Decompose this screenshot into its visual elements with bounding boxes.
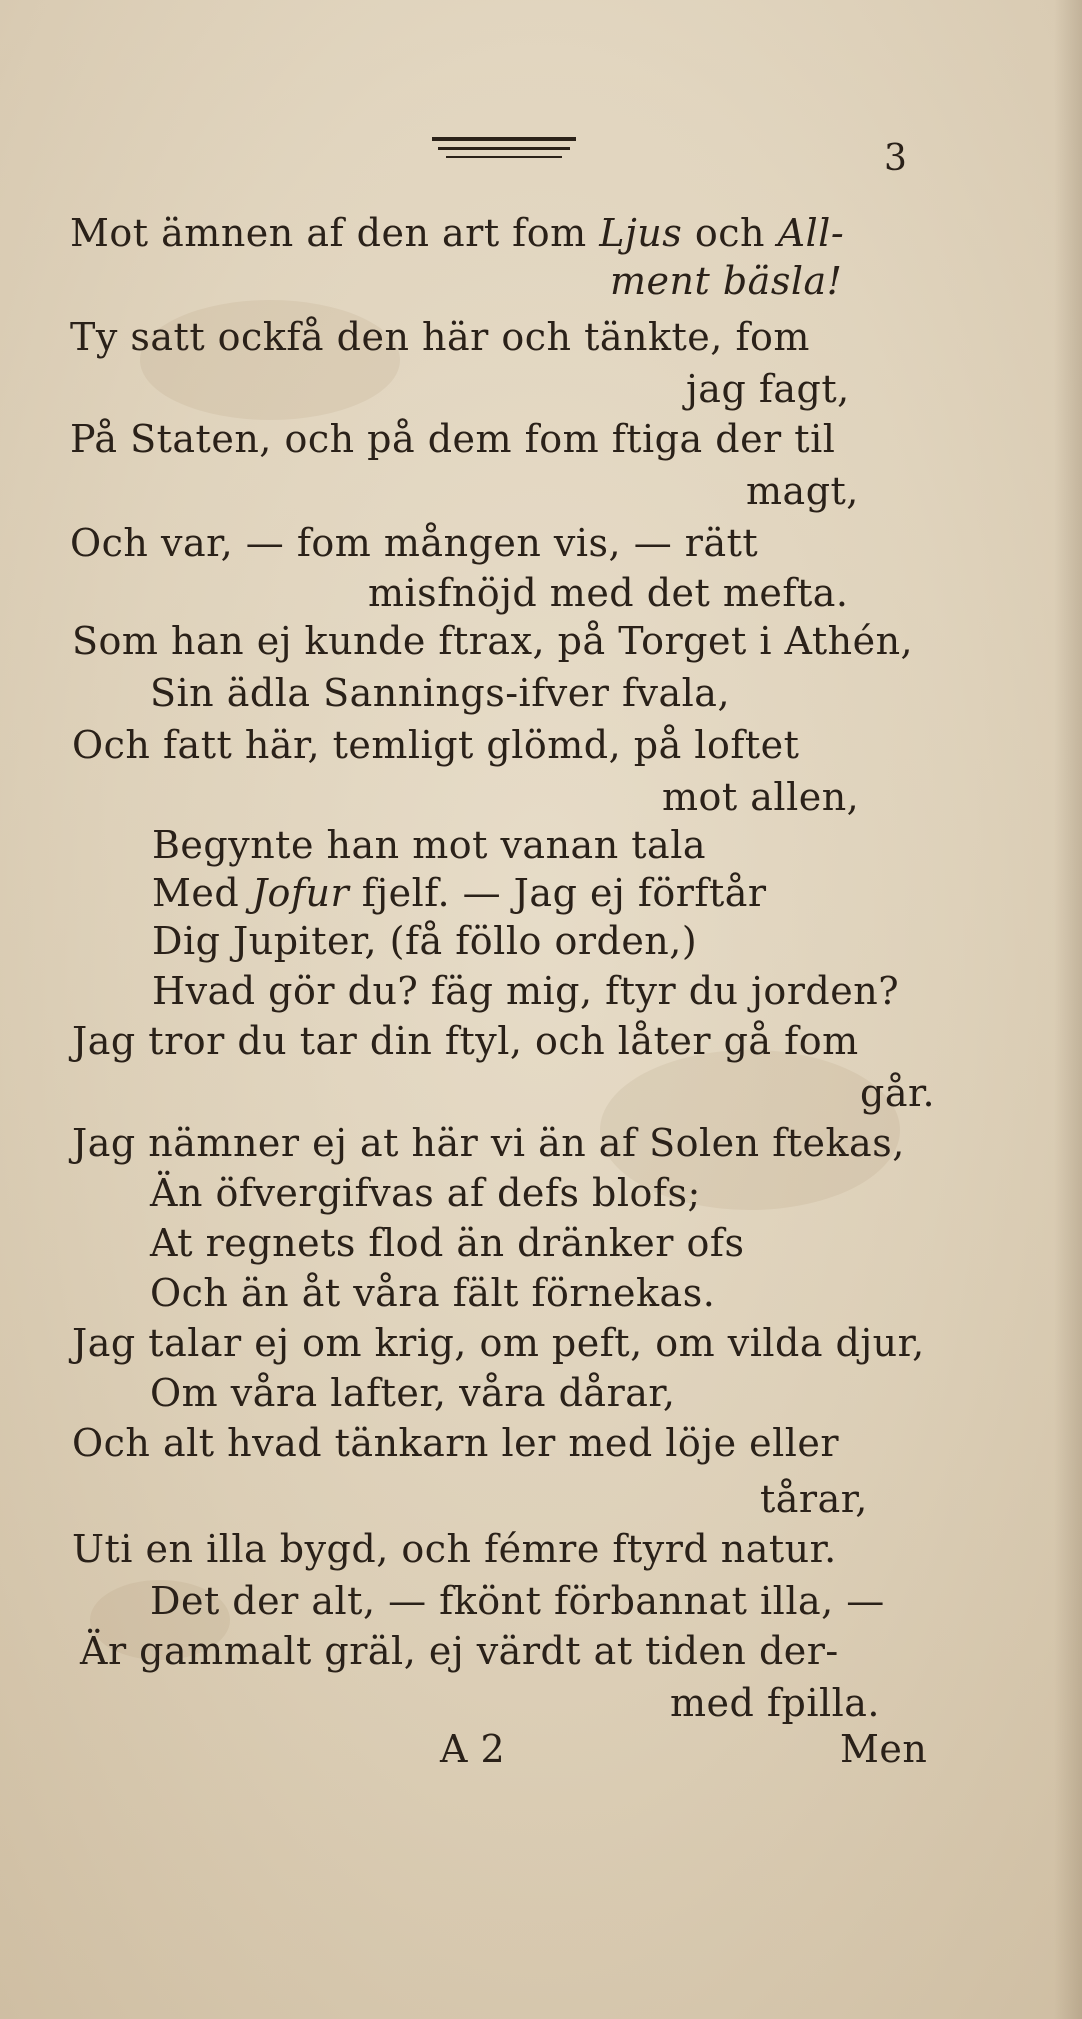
poem-line: misfnöjd med det mefta. bbox=[368, 571, 849, 615]
header-rule bbox=[438, 147, 570, 150]
emphasis-ljus: Ljus bbox=[599, 211, 683, 255]
poem-line: Och alt hvad tänkarn ler med löje eller bbox=[72, 1421, 840, 1465]
poem-line: Jag talar ej om krig, om peft, om vilda djur, bbox=[72, 1321, 925, 1365]
poem-line: Hvad gör du? fäg mig, ftyr du jorden? bbox=[152, 969, 900, 1013]
poem-line: Än öfvergifvas af defs blofs; bbox=[150, 1171, 701, 1215]
signature-mark: A 2 bbox=[440, 1727, 506, 1771]
poem-line: Uti en illa bygd, och fémre ftyrd natur. bbox=[72, 1527, 837, 1571]
poem-line: Sin ädla Sannings-ifver fvala, bbox=[150, 671, 731, 715]
poem-line: Dig Jupiter, (få föllo orden,) bbox=[152, 919, 698, 963]
poem-line: Och var, — fom mången vis, — rätt bbox=[70, 521, 759, 565]
poem-line: Om våra lafter, våra dårar, bbox=[150, 1371, 676, 1415]
poem-line: Det der alt, — fkönt förbannat illa, — bbox=[150, 1579, 885, 1623]
poem-line: Är gammalt gräl, ej värdt at tiden der- bbox=[80, 1629, 839, 1673]
poem-line: jag fagt, bbox=[686, 367, 850, 411]
poem-line: Begynte han mot vanan tala bbox=[152, 823, 706, 867]
emphasis-jofur: Jofur bbox=[251, 871, 350, 915]
poem-line: På Staten, och på dem fom ftiga der til bbox=[70, 417, 836, 461]
poem-line: tårar, bbox=[760, 1477, 868, 1521]
poem-line: Mot ämnen af den art fom Ljus och All- bbox=[70, 211, 845, 255]
poem-line: At regnets flod än dränker ofs bbox=[150, 1221, 745, 1265]
page-edge-shadow bbox=[1054, 0, 1082, 2019]
poem-line: Som han ej kunde ftrax, på Torget i Athén, bbox=[72, 619, 914, 663]
poem-line: går. bbox=[860, 1071, 936, 1115]
poem-line: ment bäsla! bbox=[610, 259, 843, 303]
header-rule bbox=[432, 137, 576, 141]
catchword: Men bbox=[840, 1727, 928, 1771]
poem-line: Och än åt våra fält förnekas. bbox=[150, 1271, 716, 1315]
emphasis-allment: All- bbox=[777, 211, 845, 255]
poem-line: Ty satt ockfå den här och tänkte, fom bbox=[70, 315, 810, 359]
poem-line: Och fatt här, temligt glömd, på loftet bbox=[72, 723, 800, 767]
poem-line: med fpilla. bbox=[670, 1681, 881, 1725]
poem-line: Jag tror du tar din ftyl, och låter gå fom bbox=[72, 1019, 859, 1063]
poem-line: magt, bbox=[746, 469, 859, 513]
header-rule bbox=[446, 156, 562, 158]
page-number: 3 bbox=[884, 138, 907, 179]
poem-line: mot allen, bbox=[662, 775, 860, 819]
poem-line: Jag nämner ej at här vi än af Solen ftekas, bbox=[72, 1121, 905, 1165]
poem-line: Med Jofur fjelf. — Jag ej förftår bbox=[152, 871, 767, 915]
